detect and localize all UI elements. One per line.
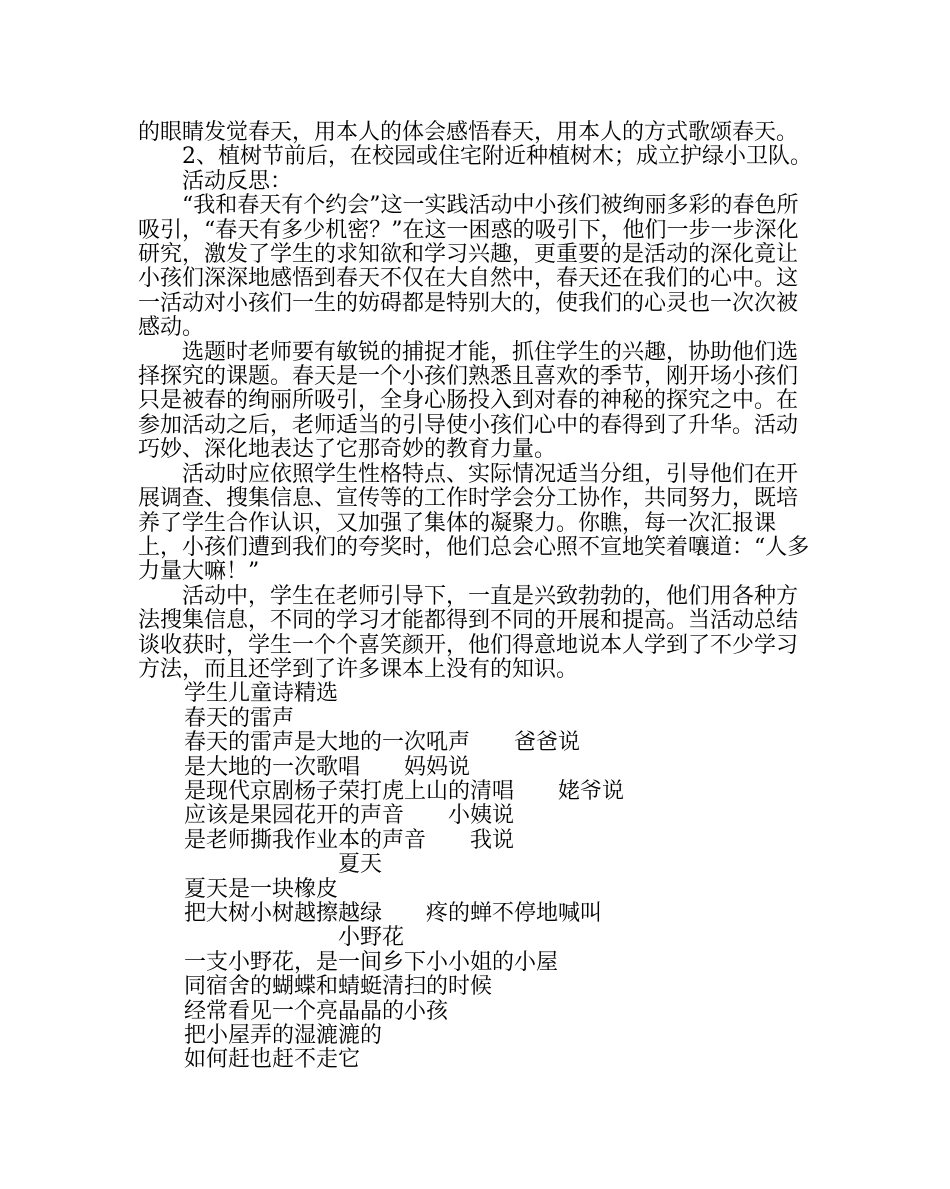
poem-line: 是大地的一次歌唱 妈妈说 xyxy=(184,754,471,780)
poem-line: 把小屋弄的湿漉漉的 xyxy=(184,1023,383,1049)
paragraph-reflection-4: 活动中，学生在老师引导下，一直是兴致勃勃的，他们用各种方法搜集信息，不同的学习才能都得到不同的开展和提高。当活动总结谈收获时，学生一个个喜笑颜开，他们得意地说本人学到了不少学习方法，而且还学到了许多课本上没有的知识。 xyxy=(138,583,799,682)
section-heading-reflection: 活动反思： xyxy=(182,168,293,194)
poem-line: 夏天是一块橡皮 xyxy=(184,876,339,902)
poem-line: 同宿舍的蝴蝶和蜻蜓清扫的时候 xyxy=(184,974,493,1000)
section-heading-poems: 学生儿童诗精选 xyxy=(184,681,339,707)
paragraph-tree-planting: 2、植树节前后，在校园或住宅附近种植树木；成立护绿小卫队。 xyxy=(182,144,812,170)
paragraph-reflection-1: “我和春天有个约会”这一实践活动中小孩们被绚丽多彩的春色所吸引，“春天有多少机密？”在这一困惑的吸引下，他们一步一步深化研究，激发了学生的求知欲和学习兴趣，更重要的是活动的深化竟让小孩们深深地感悟到春天不仅在大自然中，春天还在我们的心中。这一活动对小孩们一生的妨碍都是特别大的，使我们的心灵也一次次被感动。 xyxy=(138,193,799,341)
poem-line: 春天的雷声是大地的一次吼声 爸爸说 xyxy=(184,730,581,756)
poem-title-wildflower: 小野花 xyxy=(338,925,405,951)
paragraph-reflection-2: 选题时老师要有敏锐的捕捉才能，抓住学生的兴趣，协助他们选择探究的课题。春天是一个小孩们熟悉且喜欢的季节，刚开场小孩们只是被春的绚丽所吸引，全身心肠投入到对春的神秘的探究之中。在参加活动之后，老师适当的引导使小孩们心中的春得到了升华。活动巧妙、深化地表达了它那奇妙的教育力量。 xyxy=(138,339,799,463)
paragraph-reflection-3: 活动时应依照学生性格特点、实际情况适当分组，引导他们在开展调查、搜集信息、宣传等的工作时学会分工协作，共同努力，既培养了学生合作认识，又加强了集体的凝聚力。你瞧，每一次汇报课上，小孩们遭到我们的夸奖时，他们总会心照不宣地笑着嚷道：“人多力量大嘛！” xyxy=(138,461,810,585)
poem-line: 是现代京剧杨子荣打虎上山的清唱 姥爷说 xyxy=(184,778,625,804)
document-body xyxy=(138,121,818,1073)
poem-line: 把大树小树越擦越绿 疼的蝉不停地喊叫 xyxy=(184,901,603,926)
poem-title-summer: 夏天 xyxy=(338,852,383,878)
poem-line: 如何赶也赶不走它 xyxy=(184,1047,361,1073)
poem-line: 一支小野花，是一间乡下小小姐的小屋 xyxy=(184,949,559,975)
poem-line: 是老师撕我作业本的声音 我说 xyxy=(184,827,515,853)
poem-title-spring-thunder: 春天的雷声 xyxy=(184,705,295,731)
poem-line: 经常看见一个亮晶晶的小孩 xyxy=(184,998,449,1024)
poem-line: 应该是果园花开的声音 小姨说 xyxy=(184,803,515,829)
paragraph-intro-continuation: 的眼睛发觉春天，用本人的体会感悟春天，用本人的方式歌颂春天。 xyxy=(138,120,799,145)
